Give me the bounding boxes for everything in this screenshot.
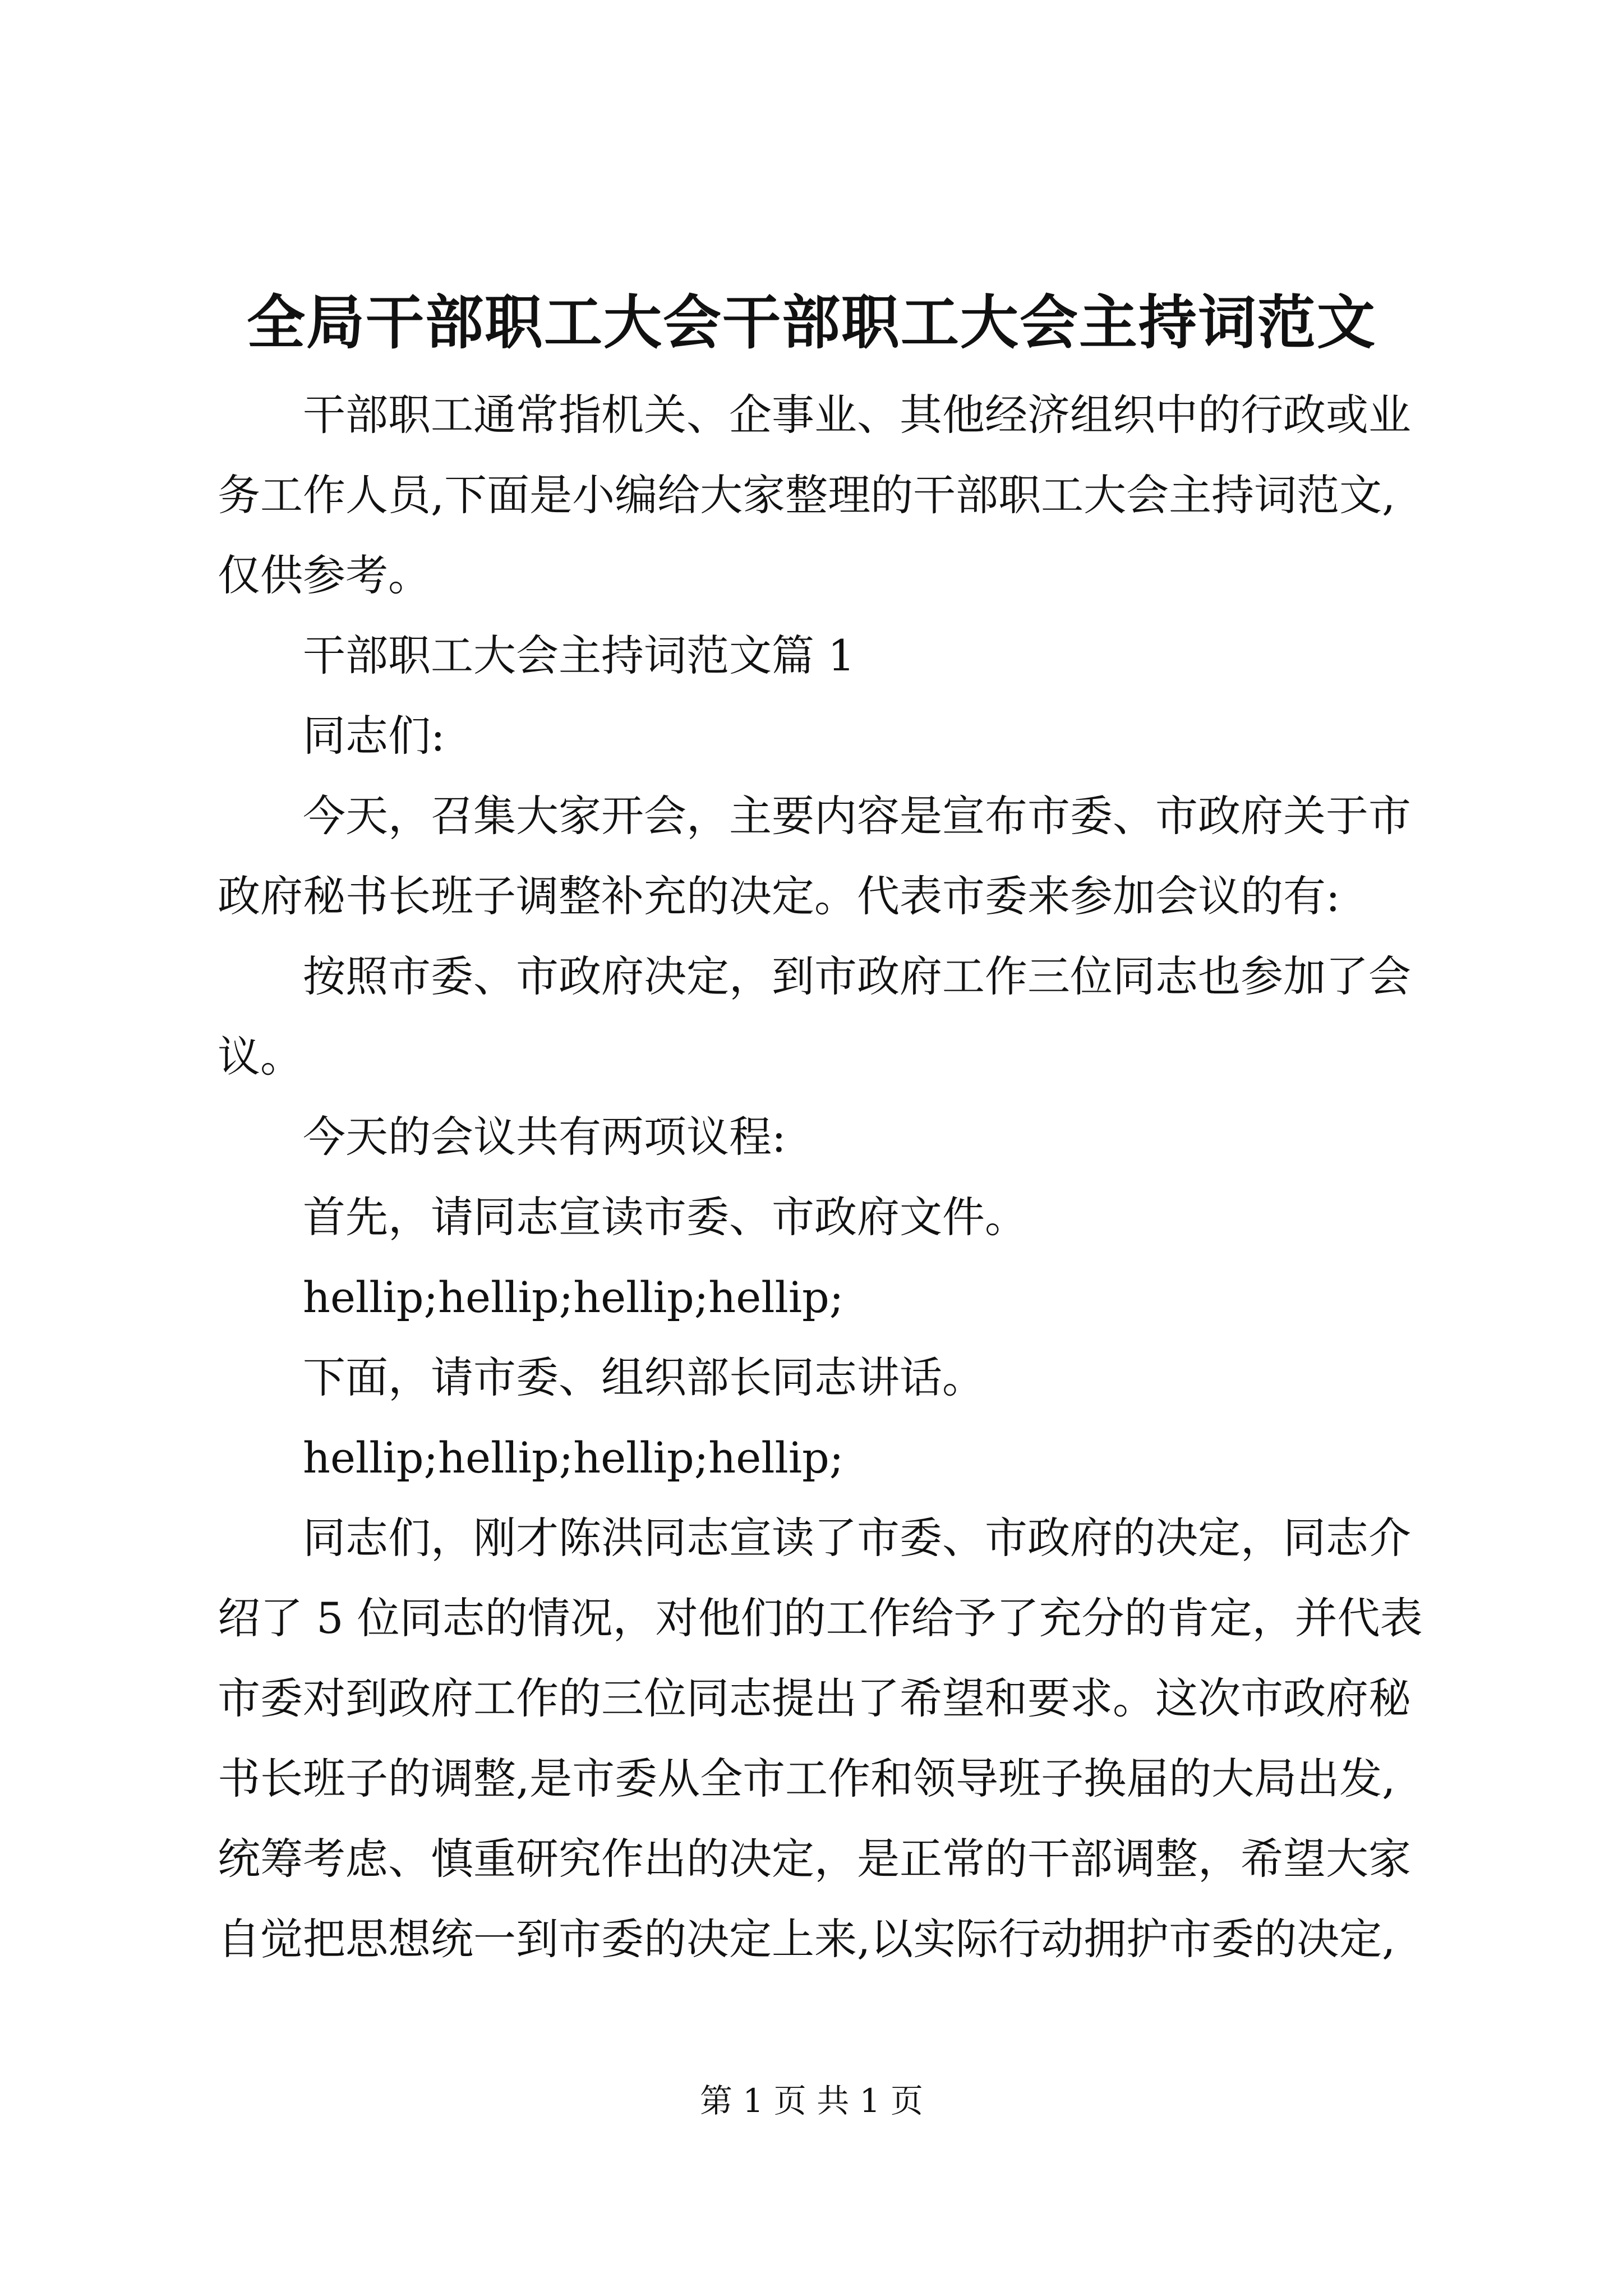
text-line: 下面，请市委、组织部长同志讲话。: [303, 1352, 985, 1402]
text-line: hellip;hellip;hellip;hellip;: [303, 1272, 844, 1322]
text-line: 今天的会议共有两项议程:: [303, 1112, 786, 1162]
text-line: 书长班子的调整,是市委从全市工作和领导班子换届的大局出发,: [218, 1754, 1396, 1803]
text-line: 同志们:: [303, 711, 445, 761]
text-line: 干部职工大会主持词范文篇 1: [303, 631, 855, 680]
text-line: 务工作人员,下面是小编给大家整理的干部职工大会主持词范文,: [218, 470, 1396, 520]
page-footer: 第 1 页 共 1 页: [700, 2082, 923, 2120]
paragraph-ellipsis: [218, 1418, 1421, 1498]
document-title: 全局干部职工大会干部职工大会主持词范文: [246, 288, 1376, 357]
text-line: 议。: [218, 1032, 303, 1082]
text-line: 干部职工通常指机关、企事业、其他经济组织中的行政或业: [303, 390, 1411, 440]
text-line: 仅供参考。: [218, 550, 431, 600]
text-line: 绍了 5 位同志的情况，对他们的工作给予了充分的肯定，并代表: [218, 1593, 1423, 1643]
paragraph-agenda: [218, 1097, 1421, 1177]
paragraph-heading: [218, 615, 1421, 696]
text-line: 首先，请同志宣读市委、市政府文件。: [303, 1192, 1027, 1242]
text-line: 自觉把思想统一到市委的决定上来,以实际行动拥护市委的决定,: [218, 1914, 1396, 1964]
text-line: 统筹考虑、慎重研究作出的决定，是正常的干部调整，希望大家: [218, 1834, 1411, 1884]
paragraph-agenda-first: [218, 1177, 1421, 1257]
text-line: 政府秘书长班子调整补充的决定。代表市委来参加会议的有:: [218, 871, 1340, 921]
text-line: 今天，召集大家开会，主要内容是宣布市委、市政府关于市: [303, 791, 1411, 841]
paragraph-agenda-second: [218, 1337, 1421, 1418]
paragraph-summary: [218, 1498, 1421, 1979]
document-body: [218, 375, 1421, 1979]
text-line: 按照市委、市政府决定，到市政府工作三位同志也参加了会: [303, 951, 1411, 1001]
text-line: hellip;hellip;hellip;hellip;: [303, 1433, 844, 1483]
paragraph-ellipsis: [218, 1257, 1421, 1337]
text-line: 市委对到政府工作的三位同志提出了希望和要求。这次市政府秘: [218, 1673, 1411, 1723]
paragraph-attendance: [218, 936, 1421, 1097]
text-line: 同志们，刚才陈洪同志宣读了市委、市政府的决定，同志介: [303, 1513, 1411, 1563]
paragraph-salutation: [218, 696, 1421, 776]
paragraph-intro: [218, 375, 1421, 615]
paragraph-meeting-content: [218, 776, 1421, 936]
